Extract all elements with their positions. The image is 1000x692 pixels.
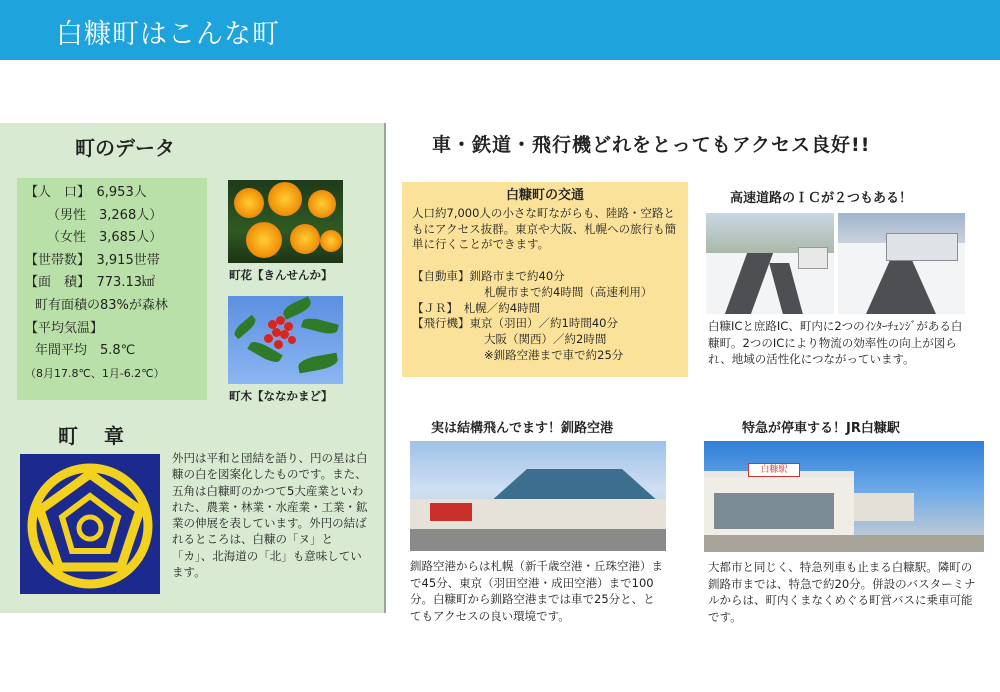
town-flower-photo: [228, 180, 343, 263]
monthly-temp-row: （8月17.8℃、1月-6.2℃）: [25, 366, 165, 380]
page-header: [0, 0, 1000, 60]
male-row: （男性 3,268人）: [47, 207, 163, 223]
traffic-line-car: 【自動車】釧路市まで約40分: [412, 268, 565, 283]
station-sign: 白糠駅: [748, 463, 800, 477]
access-title: 車・鉄道・飛行機どれをとってもアクセス良好!!: [432, 134, 871, 156]
population-row: 【人 口】 6,953人: [25, 185, 147, 200]
shiranuka-ic-photo: [706, 213, 834, 314]
emblem-title: 町章: [58, 424, 150, 448]
traffic-title: 白糠町の交通: [505, 188, 584, 203]
kushiro-airport-photo: [410, 441, 666, 551]
annual-average-row: 年間平均 5.8℃: [35, 343, 136, 359]
shoro-ic-photo: [838, 213, 965, 314]
town-emblem: [20, 454, 160, 594]
shiranuka-station-photo: [704, 441, 984, 552]
town-tree-photo: [228, 296, 343, 384]
households-row: 【世帯数】 3,915世帯: [25, 252, 160, 268]
town-data-panel: [0, 123, 386, 613]
traffic-line-jr: 【ＪＲ】 札幌／約4時間: [412, 300, 541, 315]
forest-row: 町有面積の83%が森林: [35, 297, 168, 313]
traffic-intro: 人口約7,000人の小さな町ながらも、陸路・空路ともにアクセス抜群。東京や大阪、札幌への旅行も簡単に行くことができます。: [412, 205, 677, 252]
airport-title: 実は結構飛んでます！釧路空港: [431, 421, 614, 436]
highway-description: 白糠ICと庶路IC、町内に2つのｲﾝﾀｰﾁｪﾝｼﾞがある白糠町。2つのICにより物流の効率性の向上が図られ、地域の活性化につながっています。: [708, 319, 963, 366]
station-title: 特急が停車する！JR白糠駅: [742, 421, 900, 436]
traffic-line-plane-osaka: 大阪（関西）／約2時間: [484, 332, 607, 347]
emblem-mark-icon: [20, 454, 160, 594]
area-row: 【面 積】 773.13㎢: [25, 275, 155, 291]
female-row: （女性 3,685人）: [47, 230, 163, 246]
town-flower-caption: 町花【きんせんか】: [229, 268, 333, 282]
emblem-description: 外円は平和と団結を語り、円の星は白糠の白を図案化したものです。また、五角は白糠町のかつて5大産業といわれた、農業・林業・水産業・工業・鉱業の伸展を表しています。外円の結ばれるところは、白糠の「ヌ」と「カ」、北海道の「北」も意味しています。: [172, 451, 368, 580]
highway-title: 高速道路のＩＣが２つもある！: [730, 191, 913, 206]
station-description: 大都市と同じく、特急列車も止まる白糠駅。隣町の釧路市までは、特急で約20分。併設のバスターミナルからは、町内くまなくめぐる町営バスに乗車可能です。: [708, 560, 976, 624]
page-title: 白糠町はこんな町: [56, 19, 280, 50]
town-stats-box: [17, 178, 207, 400]
town-data-title: 町のデータ: [75, 136, 175, 160]
traffic-line-airport-note: ※釧路空港まで車で約25分: [484, 347, 624, 362]
town-tree-caption: 町木【ななかまど】: [229, 389, 333, 403]
traffic-line-plane: 【飛行機】東京（羽田）／約1時間40分: [412, 316, 618, 331]
traffic-info-box: [402, 182, 688, 377]
airport-description: 釧路空港からは札幌（新千歳空港・丘珠空港）まで45分、東京（羽田空港・成田空港）まで100 分。白糠町から釧路空港までは車で25分と、とてもアクセスの良い環境です。: [410, 559, 663, 623]
temperature-heading: 【平均気温】: [25, 320, 104, 336]
traffic-line-car-sapporo: 札幌市まで約4時間（高速利用）: [484, 284, 653, 299]
